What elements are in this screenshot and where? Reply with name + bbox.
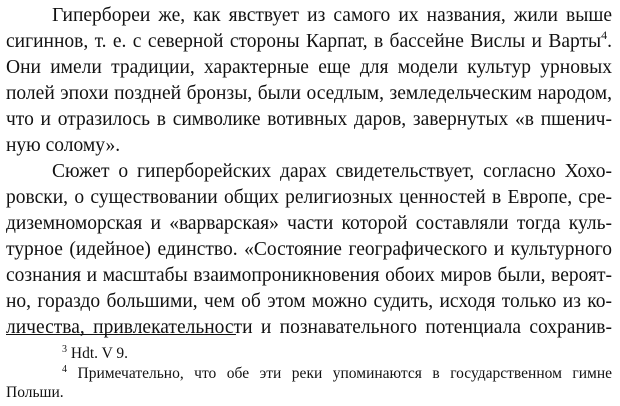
footnote-4-text: Примечательно, что обе эти реки упоминаются в государственном гимне [77, 365, 613, 382]
footnote-3-number: 3 [62, 344, 67, 355]
paragraph-2-line-6: но, гораздо большими, чем об этом можно судить, исходя только из ко- [6, 291, 612, 312]
paragraph-1-line-4: полей эпохи поздней бронзы, были оседлым, земледельческим народом, [6, 83, 612, 104]
paragraph-2-line-1: Сюжет о гиперборейских дарах свидетельствует, согласно Хохо- [52, 161, 612, 182]
footnote-4-number: 4 [62, 364, 67, 375]
paragraph-1-line-3: Они имели традиции, характерные еще для модели культур урновых [6, 57, 612, 78]
paragraph-1-line-5: что и отразилось в символике вотивных даров, завернутых «в пшенич- [6, 109, 612, 130]
footnote-4-line-2: Польши. [6, 384, 64, 401]
paragraph-2-line-4: турное (идейное) единство. «Состояние географического и культурного [6, 239, 612, 260]
paragraph-1-line-2 [6, 29, 612, 55]
paragraph-2-line-3: диземноморская и «варварская» части которой составляли тогда куль- [6, 213, 612, 234]
paragraph-2-line-5: сознания и масштабы взаимопроникновения обоих миров были, вероят- [6, 265, 612, 286]
paragraph-2-line-2: ровски, о существовании общих религиозных ценностей в Европе, сре- [6, 187, 612, 208]
paragraph-2-line-7: личества, привлекательности и познавательного потенциала сохранив- [6, 317, 612, 338]
paragraph-1-line-2-end: . [607, 31, 612, 52]
paragraph-1-line-1: Гипербореи же, как явствует из самого их названия, жили выше [52, 5, 612, 26]
paragraph-1-line-2-text: сигиннов, т. е. с северной стороны Карпат, в бассейне Вислы и Варты [6, 31, 602, 52]
paragraph-1-line-6: ную солому». [6, 135, 121, 156]
footnote-ref-4: 4 [601, 28, 608, 42]
footnote-3-text: Hdt. V 9. [70, 345, 129, 362]
footnote-4-line-1 [62, 364, 612, 384]
footnote-3 [62, 344, 128, 364]
footnote-separator [6, 334, 236, 335]
